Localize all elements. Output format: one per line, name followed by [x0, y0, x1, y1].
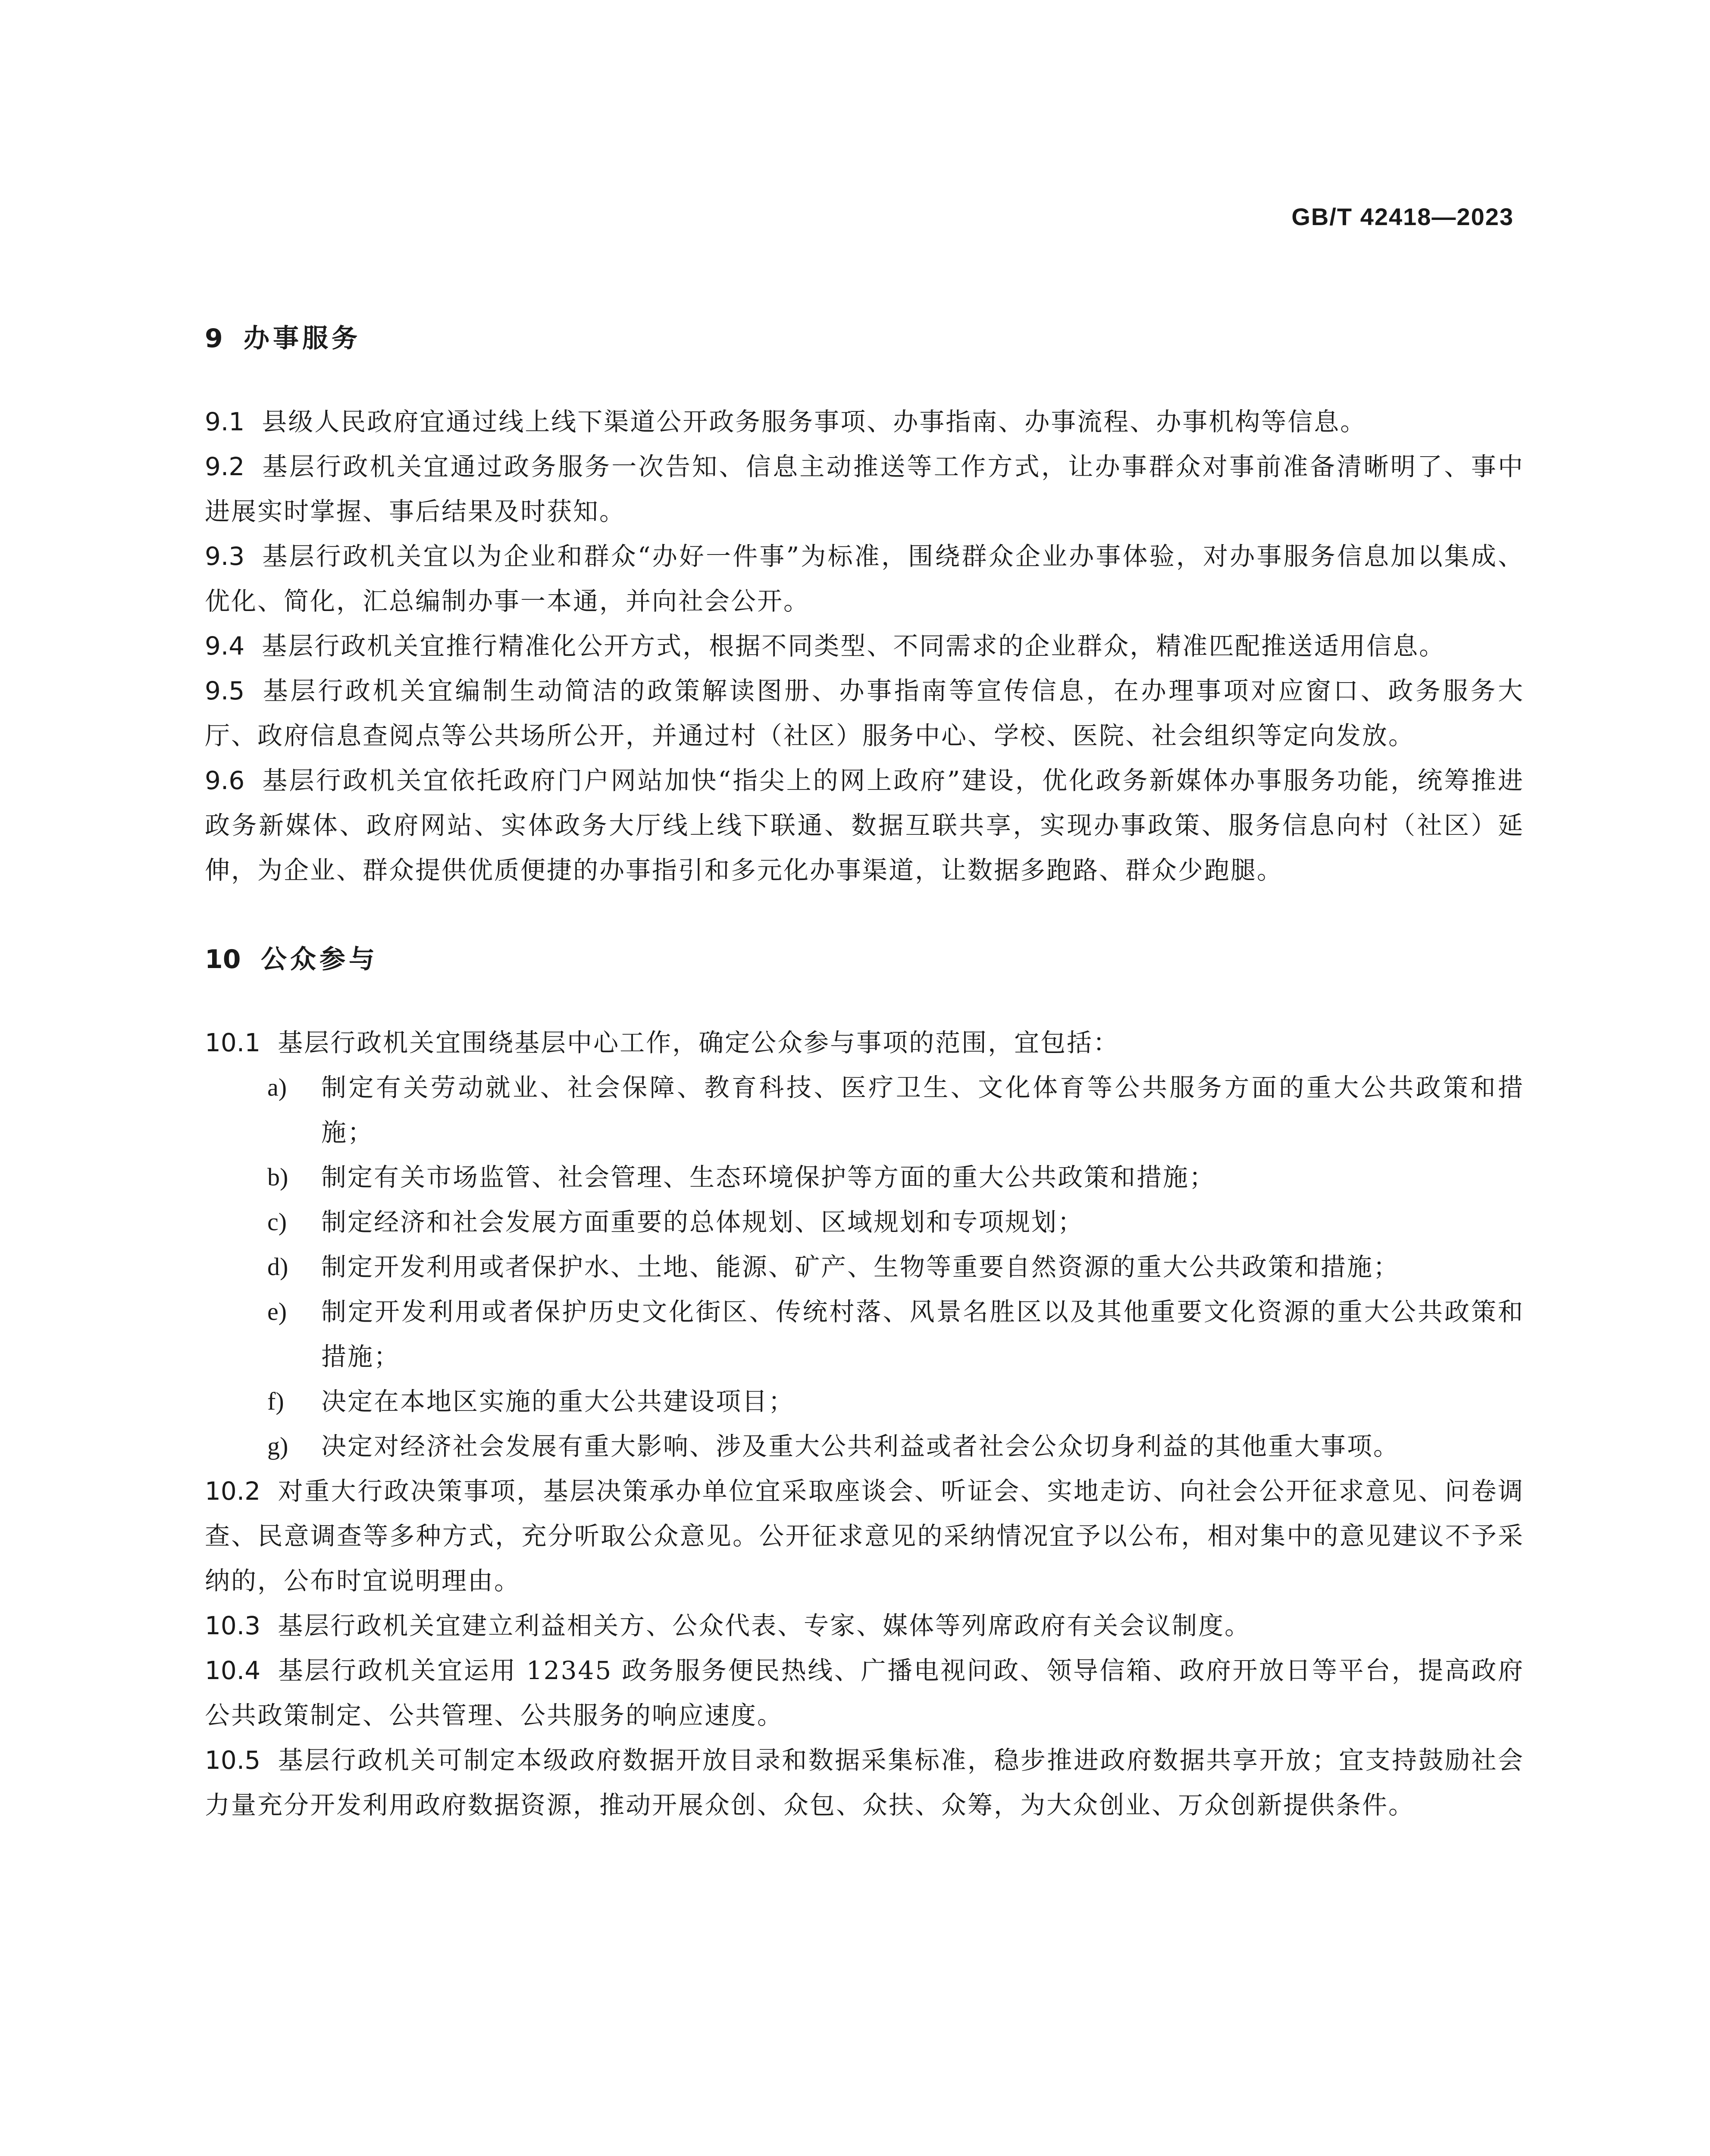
- list-item-text: 制定开发利用或者保护历史文化街区、传统村落、风景名胜区以及其他重要文化资源的重大公共政策和措施；: [321, 1297, 1524, 1371]
- list-item-text: 制定开发利用或者保护水、土地、能源、矿产、生物等重要自然资源的重大公共政策和措施；: [321, 1252, 1400, 1282]
- clause-number: 10.4: [205, 1656, 261, 1685]
- section-10-heading: [205, 940, 1524, 979]
- list-marker: a): [267, 1073, 287, 1101]
- clause-text: 基层行政机关可制定本级政府数据开放目录和数据采集标准，稳步推进政府数据共享开放；宜支持鼓励社会力量充分开发利用政府数据资源，推动开展众创、众包、众扶、众筹，为大众创业、万众创新提供条件。: [205, 1745, 1524, 1820]
- list-marker: b): [267, 1163, 288, 1191]
- list-marker: g): [267, 1432, 288, 1460]
- clause-9-1: [205, 399, 1524, 444]
- clause-10-1: [205, 1020, 1524, 1065]
- clause-10-2: [205, 1469, 1524, 1603]
- section-title: 办事服务: [244, 323, 361, 354]
- clause-text: 基层行政机关宜编制生动简洁的政策解读图册、办事指南等宣传信息，在办理事项对应窗口、政务服务大厅、政府信息查阅点等公共场所公开，并通过村（社区）服务中心、学校、医院、社会组织等定向发放。: [205, 676, 1524, 750]
- list-item-text: 制定有关市场监管、社会管理、生态环境保护等方面的重大公共政策和措施；: [321, 1163, 1216, 1192]
- list-marker: e): [267, 1297, 287, 1326]
- list-marker: d): [267, 1253, 288, 1281]
- clause-number: 10.3: [205, 1611, 261, 1640]
- clause-9-5: [205, 668, 1524, 758]
- list-marker: c): [267, 1208, 287, 1236]
- clause-9-2: [205, 444, 1524, 534]
- list-item: [205, 1244, 1524, 1289]
- section-number: 10: [205, 944, 241, 975]
- clause-10-5: [205, 1738, 1524, 1827]
- clause-number: 9.4: [205, 631, 245, 661]
- clause-9-6: [205, 758, 1524, 893]
- section-number: 9: [205, 323, 223, 354]
- clause-text: 基层行政机关宜依托政府门户网站加快“指尖上的网上政府”建设，优化政务新媒体办事服务功能，统筹推进政务新媒体、政府网站、实体政务大厅线上线下联通、数据互联共享，实现办事政策、服务信息向村（社区）延伸，为企业、群众提供优质便捷的办事指引和多元化办事渠道，让数据多跑路、群众少跑腿。: [205, 766, 1524, 885]
- clause-text: 县级人民政府宜通过线上线下渠道公开政务服务事项、办事指南、办事流程、办事机构等信息。: [262, 407, 1367, 436]
- list-item-text: 决定在本地区实施的重大公共建设项目；: [321, 1387, 795, 1416]
- standard-code: GB/T 42418—2023: [1291, 203, 1514, 230]
- list-item: [205, 1379, 1524, 1424]
- clause-number: 9.2: [205, 452, 245, 481]
- clause-text: 基层行政机关宜运用 12345 政务服务便民热线、广播电视问政、领导信箱、政府开放日等平台，提高政府公共政策制定、公共管理、公共服务的响应速度。: [205, 1656, 1524, 1730]
- list-item-text: 制定经济和社会发展方面重要的总体规划、区域规划和专项规划；: [321, 1207, 1084, 1237]
- clause-number: 10.2: [205, 1476, 261, 1506]
- clause-text: 基层行政机关宜推行精准化公开方式，根据不同类型、不同需求的企业群众，精准匹配推送适用信息。: [262, 631, 1446, 661]
- list-item-text: 决定对经济社会发展有重大影响、涉及重大公共利益或者社会公众切身利益的其他重大事项。: [321, 1432, 1400, 1461]
- clause-text: 基层行政机关宜通过政务服务一次告知、信息主动推送等工作方式，让办事群众对事前准备清晰明了、事中进展实时掌握、事后结果及时获知。: [205, 452, 1524, 526]
- list-item: [205, 1065, 1524, 1155]
- list-item: [205, 1155, 1524, 1200]
- document-body: [205, 319, 1524, 1827]
- clause-10-4: [205, 1648, 1524, 1738]
- clause-9-3: [205, 534, 1524, 624]
- clause-number: 9.3: [205, 542, 245, 571]
- section-title: 公众参与: [261, 944, 378, 975]
- section-spacer: [205, 893, 1524, 940]
- list-item-text: 制定有关劳动就业、社会保障、教育科技、医疗卫生、文化体育等公共服务方面的重大公共政策和措施；: [321, 1073, 1524, 1147]
- clause-text: 基层行政机关宜围绕基层中心工作，确定公众参与事项的范围，宜包括：: [278, 1028, 1120, 1057]
- scope-list: [205, 1065, 1524, 1469]
- clause-9-4: [205, 624, 1524, 668]
- clause-number: 9.1: [205, 407, 245, 436]
- clause-number: 10.1: [205, 1028, 261, 1057]
- list-item: [205, 1424, 1524, 1469]
- clause-number: 9.5: [205, 676, 245, 705]
- clause-number: 9.6: [205, 766, 245, 795]
- clause-number: 10.5: [205, 1745, 261, 1775]
- clause-text: 基层行政机关宜以为企业和群众“办好一件事”为标准，围绕群众企业办事体验，对办事服务信息加以集成、优化、简化，汇总编制办事一本通，并向社会公开。: [205, 542, 1524, 616]
- list-item: [205, 1200, 1524, 1244]
- clause-text: 基层行政机关宜建立利益相关方、公众代表、专家、媒体等列席政府有关会议制度。: [278, 1611, 1251, 1640]
- clause-10-3: [205, 1603, 1524, 1648]
- clause-text: 对重大行政决策事项，基层决策承办单位宜采取座谈会、听证会、实地走访、向社会公开征求意见、问卷调查、民意调查等多种方式，充分听取公众意见。公开征求意见的采纳情况宜予以公布，相对集中的意见建议不予采纳的，公布时宜说明理由。: [205, 1476, 1524, 1595]
- section-9-heading: [205, 319, 1524, 358]
- list-item: [205, 1289, 1524, 1379]
- list-marker: f): [267, 1387, 284, 1415]
